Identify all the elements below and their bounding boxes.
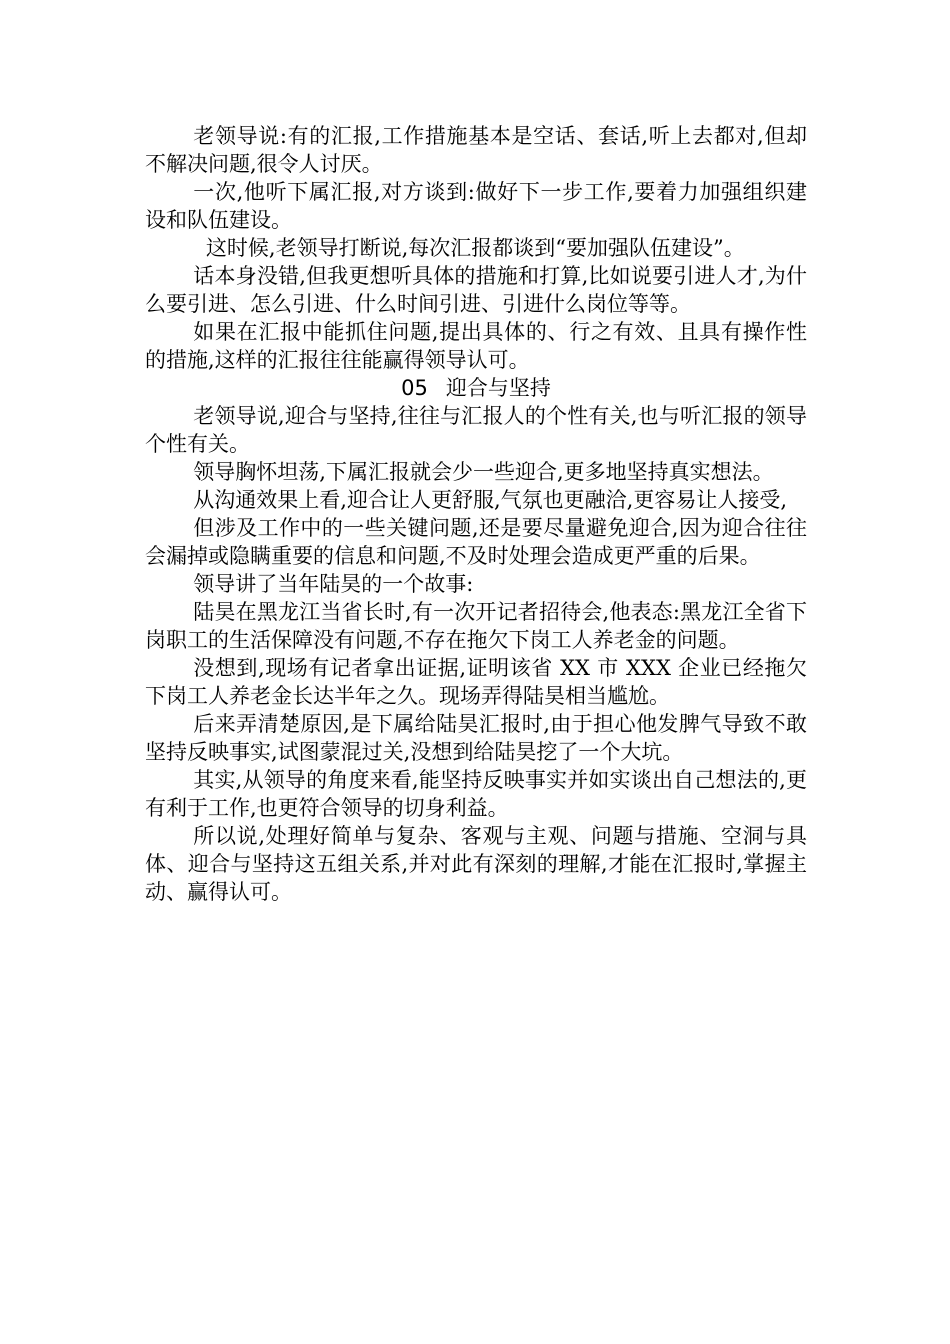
paragraph: 领导胸怀坦荡,下属汇报就会少一些迎合,更多地坚持真实想法。 [193,460,774,484]
section-number: 05 [401,376,428,400]
paragraph: 没想到,现场有记者拿出证据,证明该省 XX 市 XXX 企业已经拖欠下岗工人养老金长达半年之久。现场弄得陆昊相当尴尬。 [145,656,807,708]
paragraph: 如果在汇报中能抓住问题,提出具体的、行之有效、且具有操作性的措施,这样的汇报往往能赢得领导认可。 [145,320,807,372]
paragraph: 其实,从领导的角度来看,能坚持反映事实并如实谈出自己想法的,更有利于工作,也更符合领导的切身利益。 [145,768,807,820]
paragraph: 老领导说,迎合与坚持,往往与汇报人的个性有关,也与听汇报的领导个性有关。 [145,404,807,456]
paragraph: 但涉及工作中的一些关键问题,还是要尽量避免迎合,因为迎合往往会漏掉或隐瞒重要的信息和问题,不及时处理会造成更严重的后果。 [145,516,807,568]
paragraph: 领导讲了当年陆昊的一个故事: [193,572,474,596]
paragraph: 话本身没错,但我更想听具体的措施和打算,比如说要引进人才,为什么要引进、怎么引进、什么时间引进、引进什么岗位等等。 [145,264,807,316]
paragraph: 一次,他听下属汇报,对方谈到:做好下一步工作,要着力加强组织建设和队伍建设。 [145,180,807,232]
paragraph: 从沟通效果上看,迎合让人更舒服,气氛也更融洽,更容易让人接受, [193,488,787,512]
paragraph: 陆昊在黑龙江当省长时,有一次开记者招待会,他表态:黑龙江全省下岗职工的生活保障没有问题,不存在拖欠下岗工人养老金的问题。 [145,600,807,652]
document-body [145,122,807,906]
section-heading [145,374,807,402]
section-title: 迎合与坚持 [445,376,551,400]
paragraph: 后来弄清楚原因,是下属给陆昊汇报时,由于担心他发脾气导致不敢坚持反映事实,试图蒙混过关,没想到给陆昊挖了一个大坑。 [145,712,807,764]
paragraph: 老领导说:有的汇报,工作措施基本是空话、套话,听上去都对,但却不解决问题,很令人讨厌。 [145,124,807,176]
paragraph: 这时候,老领导打断说,每次汇报都谈到“要加强队伍建设”。 [205,236,745,260]
paragraph: 所以说,处理好简单与复杂、客观与主观、问题与措施、空洞与具体、迎合与坚持这五组关系,并对此有深刻的理解,才能在汇报时,掌握主动、赢得认可。 [145,824,807,904]
